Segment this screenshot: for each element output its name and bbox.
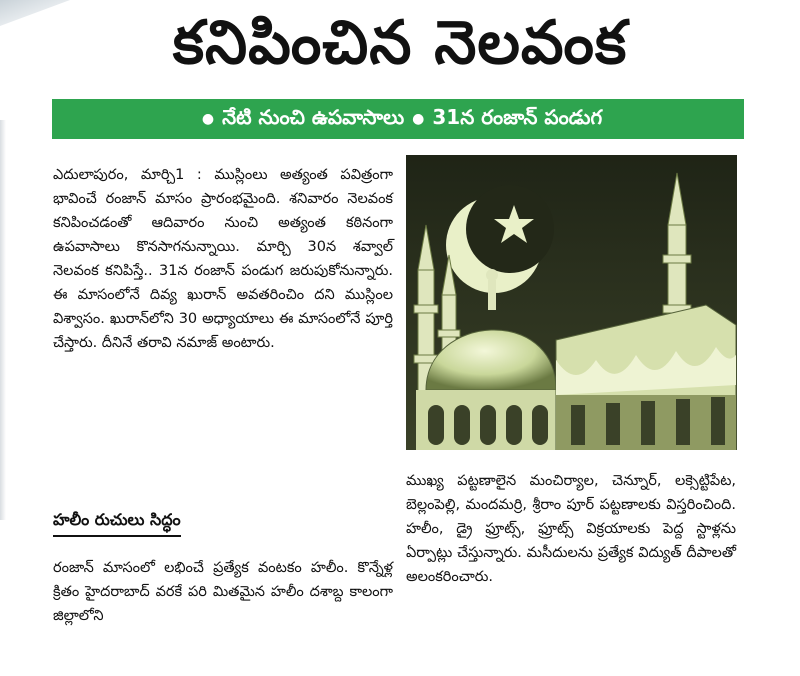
article-subheading: హలీం రుచులు సిద్ధం [53, 510, 181, 537]
mosque-crescent-image [406, 155, 737, 450]
article-paragraph: ముఖ్య పట్టణాలైన మంచిర్యాల, చెన్నూర్, లక్సెట్టిపేట, బెల్లంపెల్లి, మందమర్రి, శ్రీరాం పూర్ పట్టణాలకు విస్తరించింది. హలీం, డ్రై ఫ్రూట్స్, ఫ్రూట్స్ విక్రయాలకు పెద్ద స్టాళ్లను ఏర్పాట్లు చేస్తున్నారు. మసీదులను ప్రత్యేక విద్యుత్ దీపాలతో అలంకరించారు. [406, 473, 736, 585]
bullet-icon: ● [412, 111, 425, 127]
banner-item-fasting: నేటి నుంచి ఉపవాసాలు [222, 104, 405, 129]
mosque-illustration [406, 155, 737, 450]
page-fold-shadow [0, 120, 6, 520]
article-column-right [406, 469, 736, 589]
subheadline-banner [52, 99, 744, 139]
article-paragraph: రంజాన్ మాసంలో లభించే ప్రత్యేక వంటకం హలీం. కొన్నేళ్ల క్రితం హైదరాబాద్ వరకే పరి మితమైన హలీం దశాబ్ద కాలంగా జిల్లాలోని [53, 560, 393, 624]
banner-item-festival: 31న రంజాన్ పండుగ [432, 104, 603, 129]
article-paragraph: ఎదులాపురం, మార్చి1 : ముస్లింలు అత్యంత పవిత్రంగా భావించే రంజాన్ మాసం ప్రారంభమైంది. శనివారం నెలవంక కనిపించడంతో ఆదివారం నుంచి అత్యంత కఠినంగా ఉపవాసాలు కొనసాగనున్నాయి. మార్చి 30న శవ్వాల్ నెలవంక కనిపిస్తే.. 31న రంజాన్ పండుగ జరుపుకోనున్నారు. ఈ మాసంలోనే దివ్య ఖురాన్ అవతరించిం దని ముస్లింల విశ్వాసం. ఖురాన్‌లోని 30 అధ్యాయాలు ఈ మాసంలోనే పూర్తి చేస్తారు. దీనినే తరావి నమాజ్ అంటారు. [53, 167, 393, 351]
headline: కనిపించిన నెలవంక [172, 8, 628, 78]
bullet-icon: ● [201, 111, 215, 127]
article-column-left [53, 163, 393, 355]
article-column-left-bottom [53, 556, 393, 628]
